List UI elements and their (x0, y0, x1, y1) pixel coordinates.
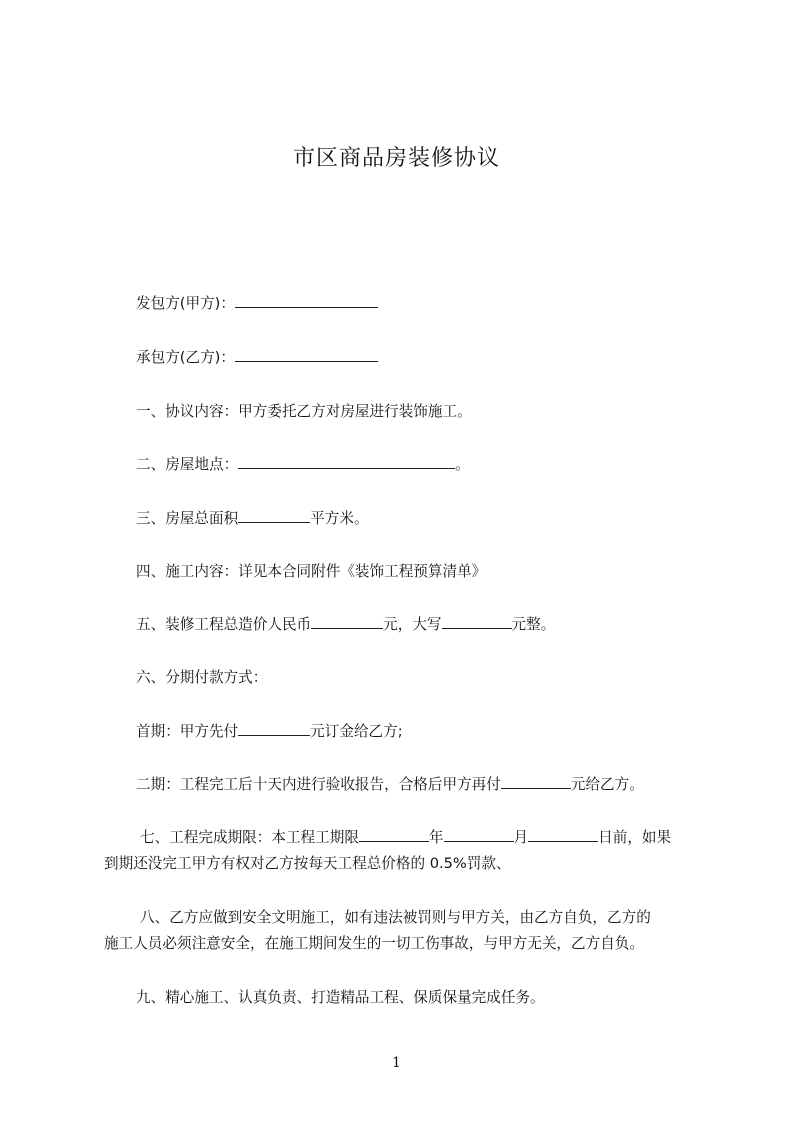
clause-7-prefix: 七、工程完成期限：本工程工期限 (140, 829, 359, 846)
clause-7-day-suffix: 日前，如果 (598, 829, 672, 846)
page-number: 1 (392, 1055, 401, 1071)
clause-8-line-2: 施工人员必须注意安全，在施工期间发生的一切工伤事故，与甲方无关，乙方自负。 (104, 935, 644, 952)
party-a-label: 发包方(甲方)： (136, 295, 235, 312)
day-blank (528, 827, 598, 842)
installment-1 (136, 720, 403, 741)
party-a-blank (235, 293, 378, 308)
clause-1: 一、协议内容：甲方委托乙方对房屋进行装饰施工。 (136, 403, 472, 420)
clause-2-suffix: 。 (455, 456, 470, 473)
month-blank (444, 827, 514, 842)
deposit-blank (238, 721, 310, 736)
address-blank (238, 454, 455, 469)
clause-2-prefix: 二、房屋地点： (136, 456, 239, 473)
party-b-blank (235, 347, 378, 362)
clause-7-line-2: 到期还没完工甲方有权对乙方按每天工程总价格的 0.5%罚款、 (104, 855, 511, 872)
clause-9: 九、精心施工、认真负责、打造精品工程、保质保量完成任务。 (136, 989, 545, 1006)
clause-8-line-1: 八、乙方应做到安全文明施工，如有违法被罚则与甲方关，由乙方自负，乙方的 (140, 909, 651, 926)
clause-3-suffix: 平方米。 (310, 510, 369, 527)
installment-1-prefix: 首期：甲方先付 (136, 723, 239, 740)
party-b-label: 承包方(乙方)： (136, 349, 235, 366)
clause-5 (136, 613, 555, 634)
clause-3 (136, 507, 369, 528)
clause-7-year: 年 (428, 829, 444, 846)
clause-5-mid: 元，大写 (383, 616, 442, 633)
installment-2-suffix: 元给乙方。 (570, 776, 644, 793)
document-title: 市区商品房装修协议 (292, 146, 500, 171)
installment-2 (136, 773, 644, 794)
clause-6: 六、分期付款方式： (136, 669, 268, 686)
price-number-blank (311, 614, 383, 629)
party-b-line (136, 346, 378, 367)
clause-5-prefix: 五、装修工程总造价人民币 (136, 616, 312, 633)
second-payment-blank (501, 774, 571, 789)
installment-2-prefix: 二期：工程完工后十天内进行验收报告，合格后甲方再付 (136, 776, 501, 793)
clause-7-month: 月 (513, 829, 529, 846)
clause-2 (136, 453, 470, 474)
year-blank (359, 827, 429, 842)
clause-3-prefix: 三、房屋总面积 (136, 510, 239, 527)
clause-5-suffix: 元整。 (511, 616, 556, 633)
party-a-line (136, 292, 378, 313)
installment-1-suffix: 元订金给乙方; (310, 723, 403, 740)
area-blank (238, 508, 310, 523)
price-words-blank (442, 614, 512, 629)
clause-7-line-1 (140, 826, 671, 847)
clause-4: 四、施工内容：详见本合同附件《装饰工程预算清单》 (136, 563, 487, 580)
